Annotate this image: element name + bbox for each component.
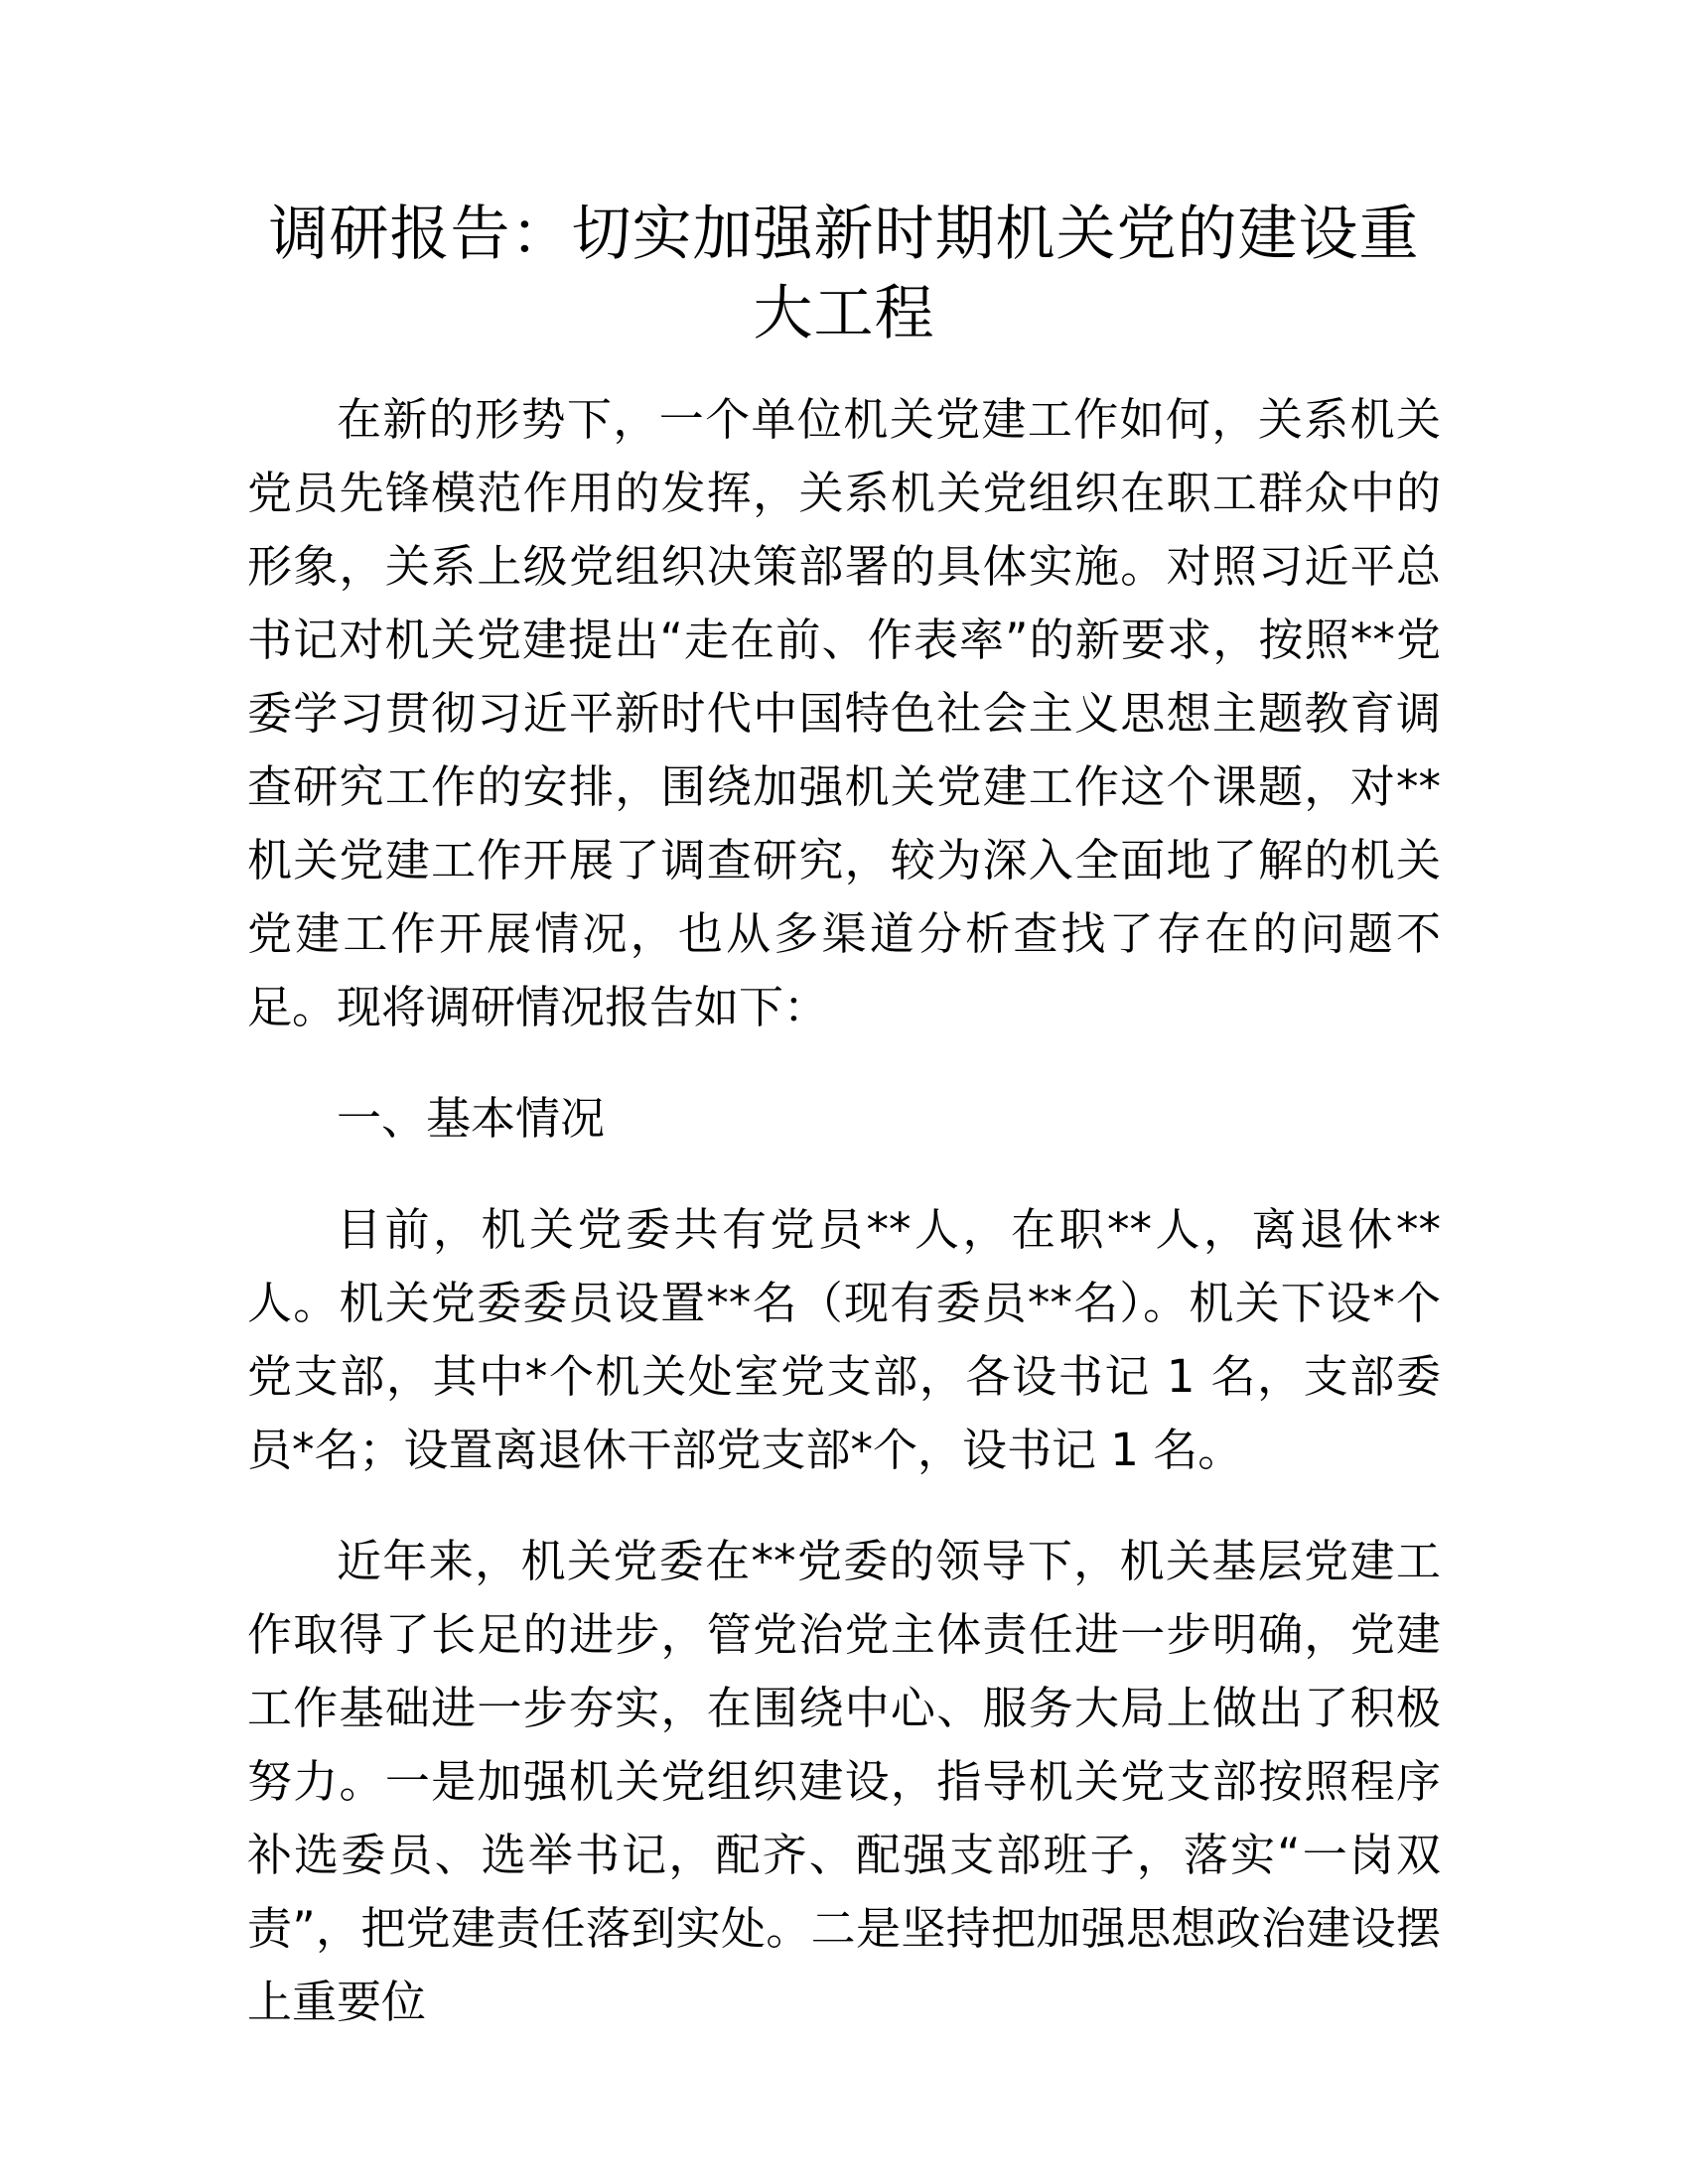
document-body (247, 383, 1441, 2039)
intro-paragraph: 在新的形势下，一个单位机关党建工作如何，关系机关党员先锋模范作用的发挥，关系机关党组织在职工群众中的形象，关系上级党组织决策部署的具体实施。对照习近平总书记对机关党建提出“走在前、作表率”的新要求，按照**党委学习贯彻习近平新时代中国特色社会主义思想主题教育调查研究工作的安排，围绕加强机关党建工作这个课题，对**机关党建工作开展了调查研究，较为深入全面地了解的机关党建工作开展情况，也从多渠道分析查找了存在的问题不足。现将调研情况报告如下： (247, 393, 1441, 1033)
progress-paragraph: 近年来，机关党委在**党委的领导下，机关基层党建工作取得了长足的进步，管党治党主体责任进一步明确，党建工作基础进一步夯实，在围绕中心、服务大局上做出了积极努力。一是加强机关党组织建设，指导机关党支部按照程序补选委员、选举书记，配齐、配强支部班子，落实“一岗双责”，把党建责任落到实处。二是坚持把加强思想政治建设摆上重要位 (247, 1535, 1441, 2028)
section-heading-basic-situation: 一、基本情况 (337, 1092, 606, 1145)
document-title: 调研报告：切实加强新时期机关党的建设重大工程 (268, 200, 1420, 348)
basic-situation-paragraph: 目前，机关党委共有党员**人，在职**人，离退休**人。机关党委委员设置**名（现有委员**名）。机关下设*个党支部，其中*个机关处室党支部，各设书记 1 名，支部委员*名；设置离退休干部党支部*个，设书记 1 名。 (247, 1203, 1441, 1476)
